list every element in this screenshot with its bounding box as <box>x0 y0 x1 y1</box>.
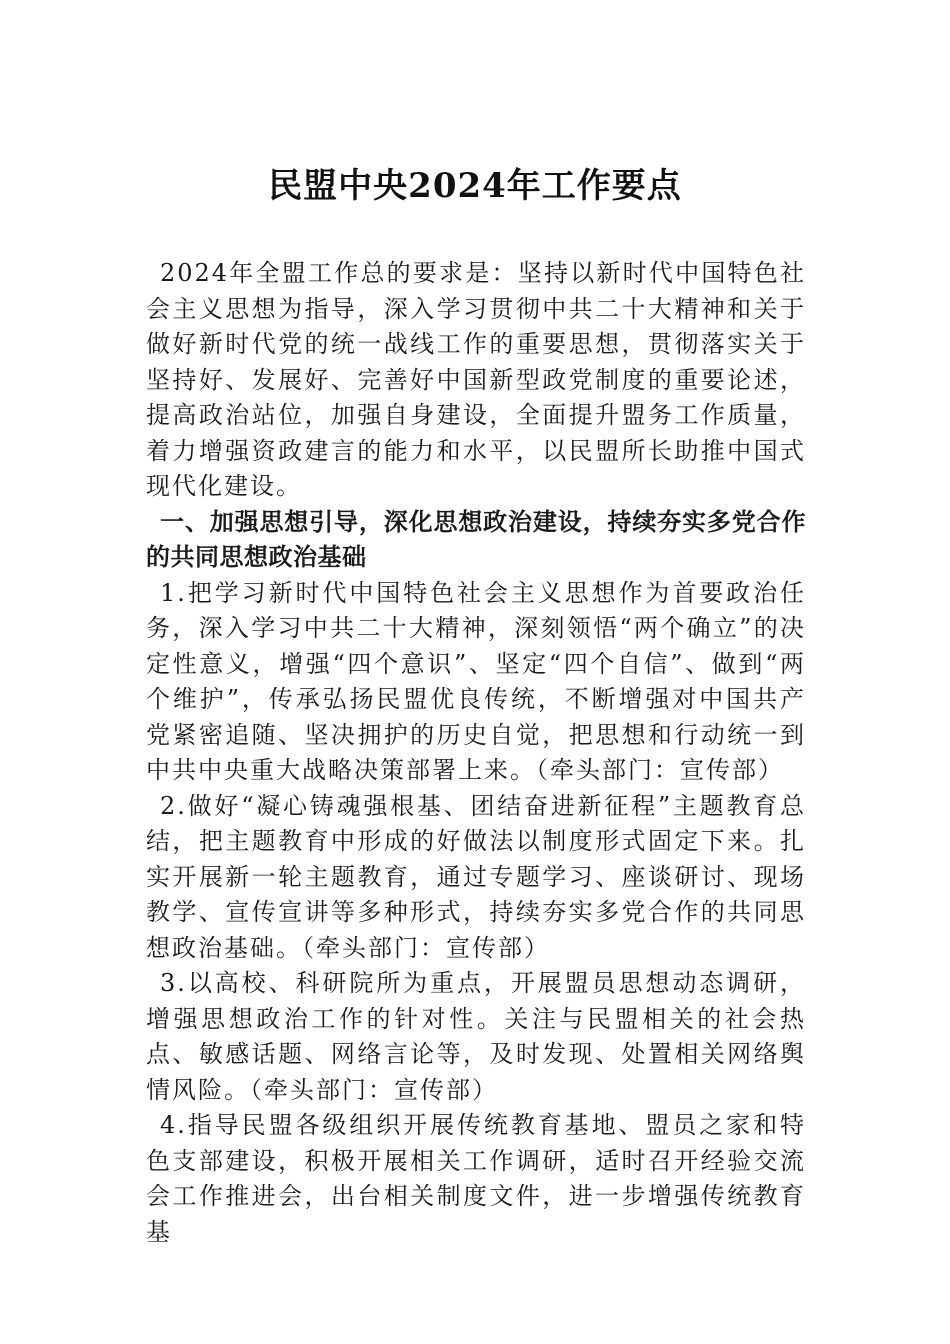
document-title: 民盟中央2024年工作要点 <box>268 166 682 206</box>
list-item: 1.把学习新时代中国特色社会主义思想作为首要政治任务，深入学习中共二十大精神，深刻领悟“两个确立”的决定性意义，增强“四个意识”、坚定“四个自信”、做到“两个维护”，传承弘扬民盟优良传统，不断增强对中国共产党紧密追随、坚决拥护的历史自觉，把思想和行动统一到中共中央重大战略决策部署上来。（牵头部门：宣传部） <box>146 578 806 784</box>
intro-paragraph: 2024年全盟工作总的要求是：坚持以新时代中国特色社会主义思想为指导，深入学习贯彻中共二十大精神和关于做好新时代党的统一战线工作的重要思想，贯彻落实关于坚持好、发展好、完善好中国新型政党制度的重要论述，提高政治站位，加强自身建设，全面提升盟务工作质量，着力增强资政建言的能力和水平，以民盟所长助推中国式现代化建设。 <box>146 259 806 500</box>
list-item: 4.指导民盟各级组织开展传统教育基地、盟员之家和特色支部建设，积极开展相关工作调研，适时召开经验交流会工作推进会，出台相关制度文件，进一步增强传统教育基 <box>146 1111 806 1246</box>
section-heading-1: 一、加强思想引导，深化思想政治建设，持续夯实多党合作的共同思想政治基础 <box>146 507 806 571</box>
list-item: 2.做好“凝心铸魂强根基、团结奋进新征程”主题教育总结，把主题教育中形成的好做法以制度形式固定下来。扎实开展新一轮主题教育，通过专题学习、座谈研讨、现场教学、宣传宣讲等多种形式，持续夯实多党合作的共同思想政治基础。（牵头部门：宣传部） <box>146 791 806 962</box>
list-item: 3.以高校、科研院所为重点，开展盟员思想动态调研，增强思想政治工作的针对性。关注与民盟相关的社会热点、敏感话题、网络言论等，及时发现、处置相关网络舆情风险。（牵头部门：宣传部） <box>146 969 806 1104</box>
document-body <box>146 256 806 1250</box>
